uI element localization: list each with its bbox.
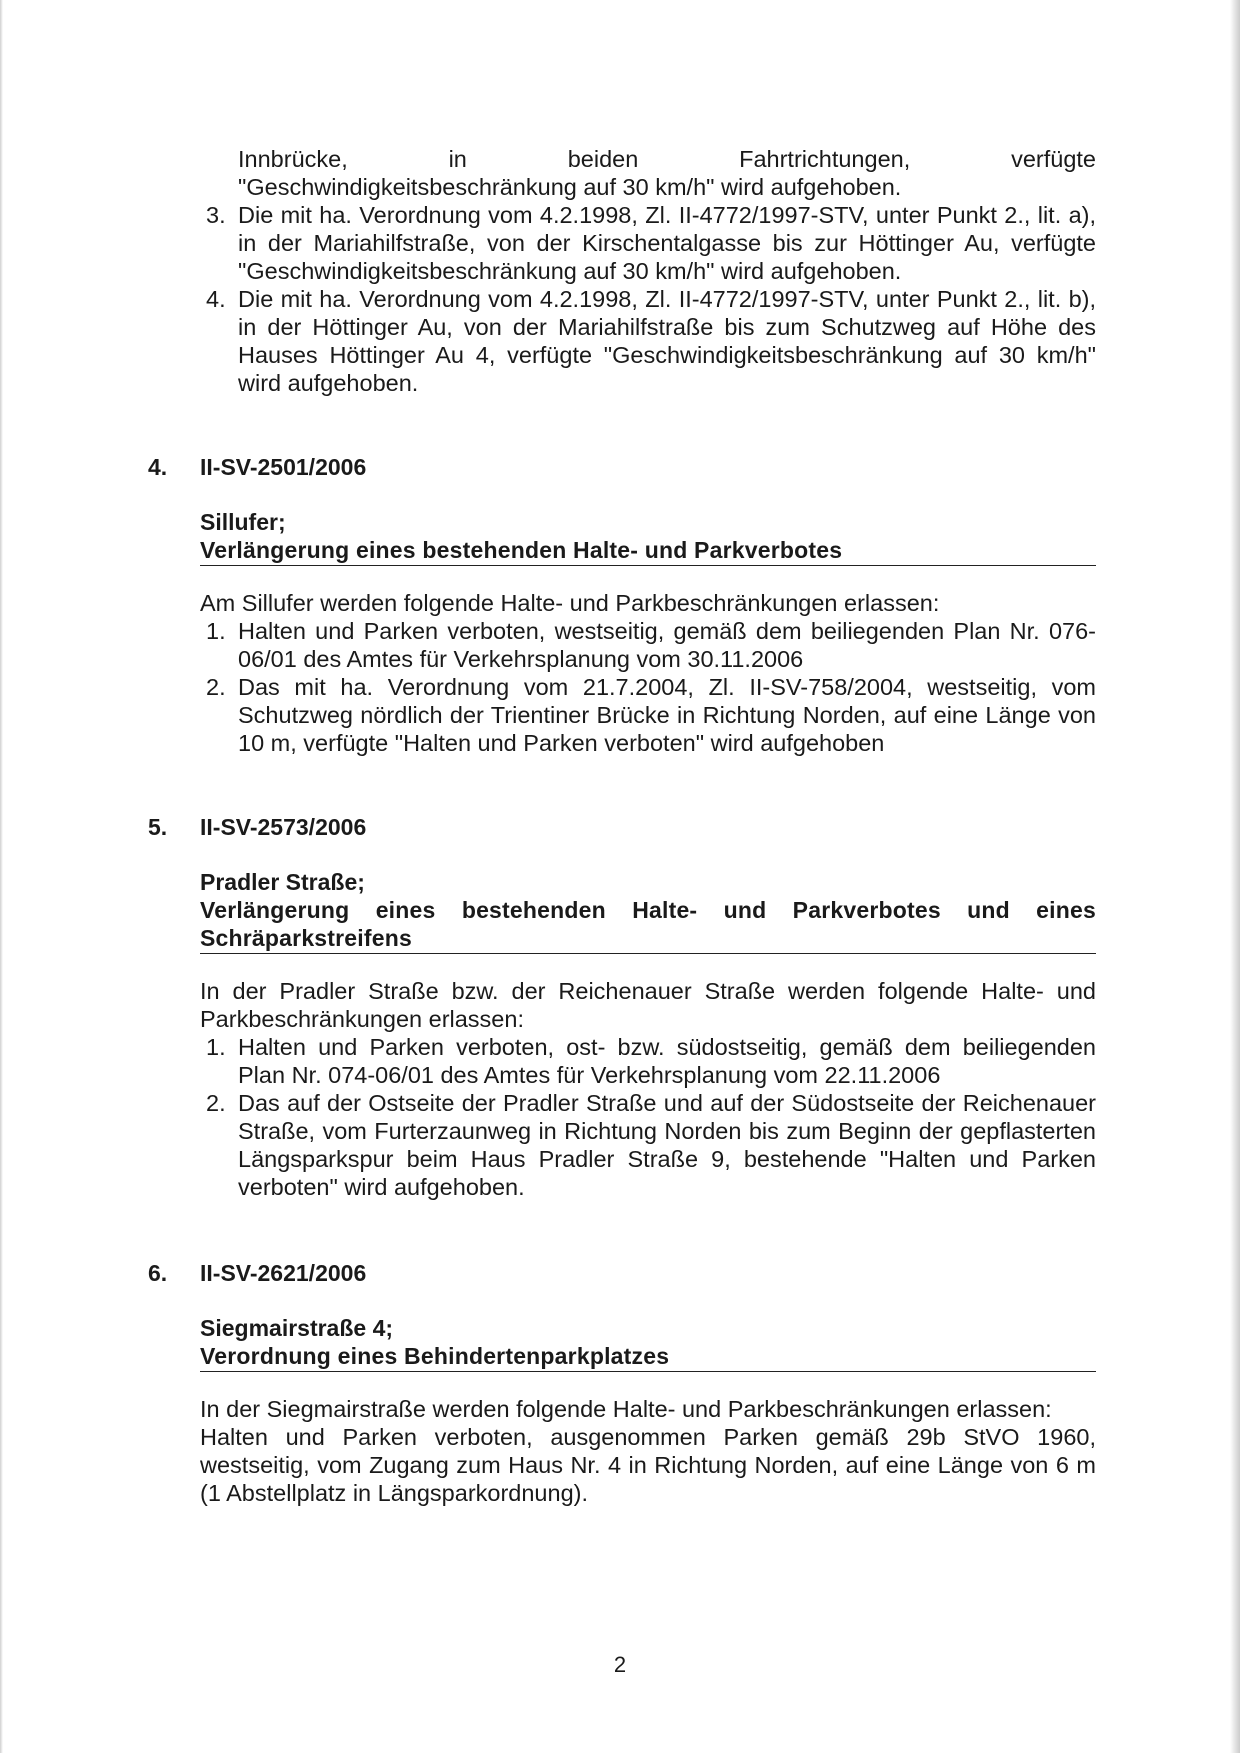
- list-item-text: Halten und Parken verboten, ost- bzw. südostseitig, gemäß dem beiliegenden Plan Nr. 074-06/01 des Amtes für Verkehrsplanung vom 22.11.2006: [238, 1034, 1096, 1088]
- list-item: [200, 201, 1096, 285]
- section-body: [200, 589, 1096, 757]
- section-body: [200, 1395, 1096, 1507]
- continuation-line-1: Innbrücke, in beiden Fahrtrichtungen, verfügte: [238, 146, 1096, 172]
- section-intro: In der Siegmairstraße werden folgende Halte- und Parkbeschränkungen erlassen:: [200, 1396, 1052, 1422]
- page-number: 2: [613, 1652, 627, 1677]
- list-item-text: Die mit ha. Verordnung vom 4.2.1998, Zl. II-4772/1997-STV, unter Punkt 2., lit. b), in der Höttinger Au, von der Mariahilfstraße bis zum Schutzweg auf Höhe des Hauses Höttinger Au 4, verfügte "Geschwindigkeitsbeschränkung auf 30 km/h" wird aufgehoben.: [238, 286, 1096, 396]
- continuation-line-2: "Geschwindigkeitsbeschränkung auf 30 km/h" wird aufgehoben.: [238, 174, 902, 200]
- list-item-number: 1.: [206, 618, 226, 644]
- section-intro: In der Pradler Straße bzw. der Reichenauer Straße werden folgende Halte- und Parkbeschränkungen erlassen:: [200, 978, 1096, 1032]
- page-content: [148, 145, 1096, 1507]
- section-title-line-1: Sillufer;: [200, 509, 286, 535]
- section-heading: [148, 1259, 1096, 1287]
- list-item-text: Das mit ha. Verordnung vom 21.7.2004, Zl. II-SV-758/2004, westseitig, vom Schutzweg nördlich der Trientiner Brücke in Richtung Norden, auf eine Länge von 10 m, verfügte "Halten und Parken verboten" wird aufgehoben: [238, 674, 1096, 756]
- section-number: 6.: [148, 1260, 168, 1286]
- list-item-text: Halten und Parken verboten, westseitig, gemäß dem beiliegenden Plan Nr. 076-06/01 des Amtes für Verkehrsplanung vom 30.11.2006: [238, 618, 1096, 672]
- section-title-line-2: Verlängerung eines bestehenden Halte- und Parkverbotes und eines Schräparkstreifens: [200, 897, 1096, 951]
- list-item: [200, 617, 1096, 673]
- section-title: [200, 1314, 1096, 1372]
- section-title-line-1: Siegmairstraße 4;: [200, 1315, 394, 1341]
- section-title: [200, 508, 1096, 566]
- section-4: [148, 453, 1096, 757]
- list-item-number: 1.: [206, 1034, 226, 1060]
- section-number: 4.: [148, 454, 168, 480]
- list-item: [200, 285, 1096, 397]
- section-body: [200, 977, 1096, 1201]
- list-item-number: 2.: [206, 674, 226, 700]
- scan-edge-right: [1230, 0, 1240, 1753]
- section-title-line-2: Verordnung eines Behindertenparkplatzes: [200, 1343, 670, 1369]
- section-heading: [148, 813, 1096, 841]
- list-item-number: 3.: [206, 202, 226, 228]
- section-title: [200, 868, 1096, 954]
- section-code: II-SV-2621/2006: [200, 1260, 367, 1286]
- section-title-line-2: Verlängerung eines bestehenden Halte- und Parkverbotes: [200, 537, 843, 563]
- list-item: [200, 1033, 1096, 1089]
- section-5: [148, 813, 1096, 1201]
- list-item-number: 4.: [206, 286, 226, 312]
- section-intro: Am Sillufer werden folgende Halte- und Parkbeschränkungen erlassen:: [200, 590, 940, 616]
- list-item-number: 2.: [206, 1090, 226, 1116]
- scan-edge-left: [0, 0, 3, 1753]
- list-item: [200, 1089, 1096, 1201]
- list-item-text: Die mit ha. Verordnung vom 4.2.1998, Zl. II-4772/1997-STV, unter Punkt 2., lit. a), in der Mariahilfstraße, von der Kirschentalgasse bis zur Höttinger Au, verfügte "Geschwindigkeitsbeschränkung auf 30 km/h" wird aufgehoben.: [238, 202, 1096, 284]
- section-code: II-SV-2573/2006: [200, 814, 367, 840]
- intro-list: [200, 201, 1096, 397]
- section-heading: [148, 453, 1096, 481]
- section-list: [200, 1033, 1096, 1201]
- section-6: [148, 1259, 1096, 1507]
- section-list: [200, 617, 1096, 757]
- list-item-text: Das auf der Ostseite der Pradler Straße und auf der Südostseite der Reichenauer Straße, vom Furterzaunweg in Richtung Norden bis zum Beginn der gepflasterten Längsparkspur beim Haus Pradler Straße 9, bestehende "Halten und Parken verboten" wird aufgehoben.: [238, 1090, 1096, 1200]
- section-code: II-SV-2501/2006: [200, 454, 367, 480]
- section-title-line-1: Pradler Straße;: [200, 869, 365, 895]
- section-number: 5.: [148, 814, 168, 840]
- intro-block: [200, 145, 1096, 397]
- section-body-text: Halten und Parken verboten, ausgenommen Parken gemäß 29b StVO 1960, westseitig, vom Zugang zum Haus Nr. 4 in Richtung Norden, auf eine Länge von 6 m (1 Abstellplatz in Längsparkordnung).: [200, 1424, 1096, 1506]
- list-item: [200, 673, 1096, 757]
